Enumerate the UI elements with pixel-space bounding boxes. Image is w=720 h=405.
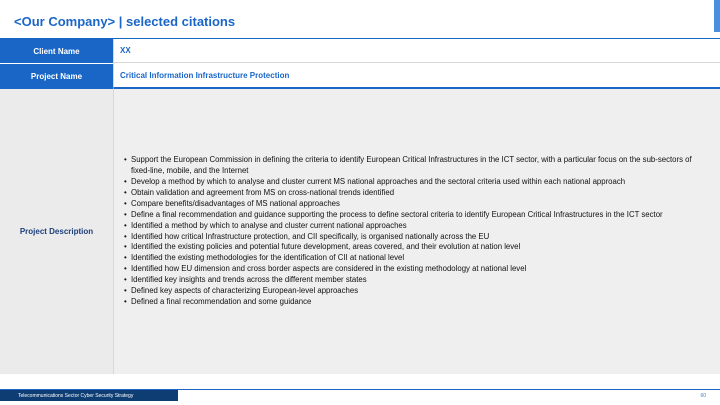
project-label: Project Name [0, 63, 113, 88]
description-item: • Defined a final recommendation and some guidance [124, 297, 710, 308]
page-title: <Our Company> | selected citations [14, 14, 236, 29]
description-content [113, 88, 720, 374]
footer-label: Telecommunications Sector Cyber Security Strategy [0, 390, 178, 401]
description-item: • Compare benefits/disadvantages of MS national approaches [124, 199, 710, 210]
description-list [124, 155, 710, 308]
project-value: Critical Information Infrastructure Protection [113, 63, 720, 88]
description-row [0, 88, 720, 374]
project-row [0, 63, 720, 88]
description-item: • Identified how critical Infrastructure protection, and CII specifically, is organised nationally across the EU [124, 232, 710, 243]
description-item: • Identified a method by which to analyse and cluster current national approaches [124, 221, 710, 232]
accent-bar [714, 0, 720, 32]
description-item: • Support the European Commission in defining the criteria to identify European Critical Infrastructures in the ICT sector, with a particular focus on the sub-sectors of fixed-line, mobile, and the Internet [124, 155, 710, 177]
description-label: Project Description [0, 88, 113, 374]
client-value: XX [113, 39, 720, 63]
client-row [0, 38, 720, 63]
description-item: • Defined key aspects of characterizing European-level approaches [124, 286, 710, 297]
page-number: 60 [700, 393, 706, 399]
client-label: Client Name [0, 39, 113, 63]
description-item: • Identified the existing policies and potential future development, areas covered, and their evolution at nation level [124, 242, 710, 253]
description-item: • Define a final recommendation and guidance supporting the process to define sectoral criteria to identify European Critical Infrastructures in the ICT sector [124, 210, 710, 221]
description-item: • Develop a method by which to analyse and cluster current MS national approaches and the sectoral criteria used within each national approach [124, 177, 710, 188]
description-item: • Identified the existing methodologies for the identification of CII at national level [124, 253, 710, 264]
description-item: • Identified key insights and trends across the different member states [124, 275, 710, 286]
citation-table [0, 38, 720, 374]
description-item: • Identified how EU dimension and cross border aspects are considered in the existing methodology at national level [124, 264, 710, 275]
description-item: • Obtain validation and agreement from MS on cross-national trends identified [124, 188, 710, 199]
